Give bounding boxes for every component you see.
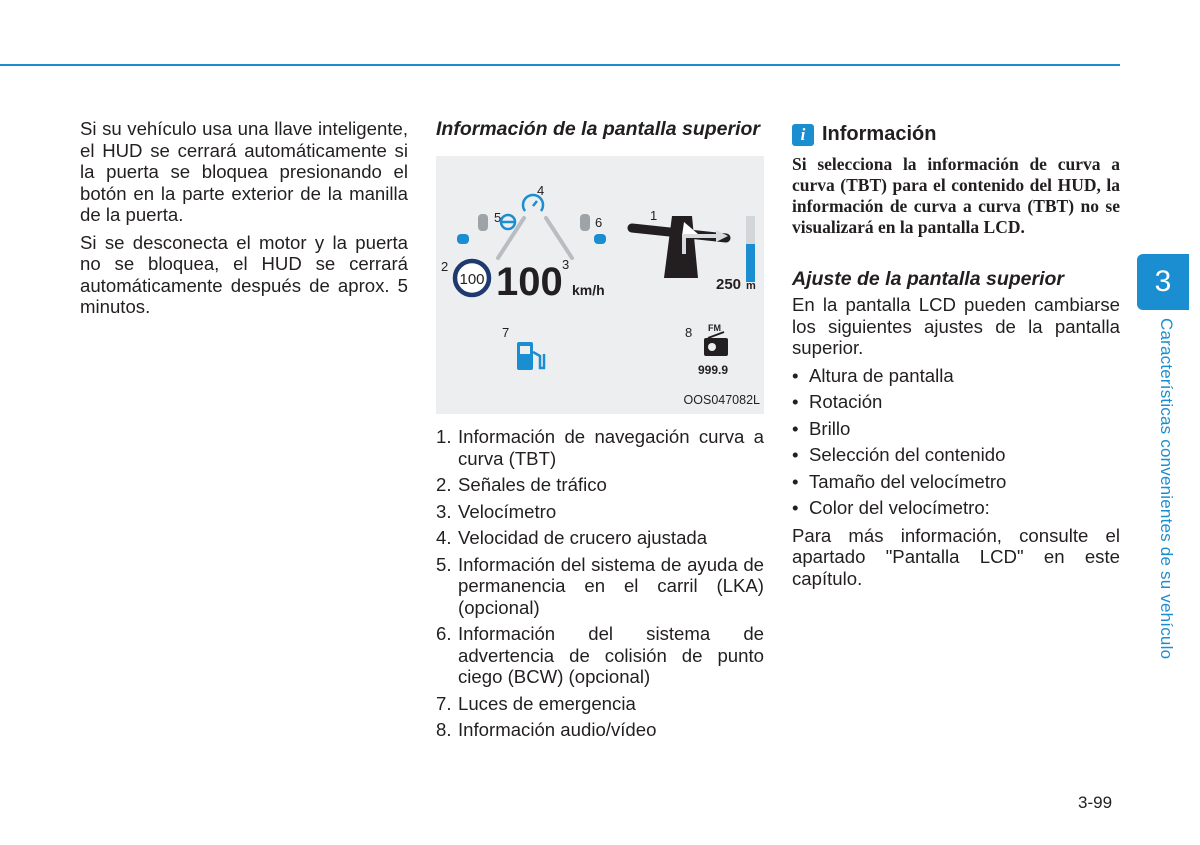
figure-caption: OOS047082L — [683, 392, 760, 407]
list-item: • Altura de pantalla — [792, 364, 954, 386]
list-item-text: Brillo — [809, 417, 851, 439]
legend-text: Información del sistema de advertencia de colisión de punto ciego (BCW) (opcional) — [458, 623, 764, 687]
lane-lines-icon — [498, 218, 572, 258]
speedometer-value: 100 — [496, 260, 563, 304]
page-number: 3-99 — [1078, 793, 1113, 812]
legend-item — [436, 623, 764, 688]
chapter-title-vertical: Características convenientes de su vehículo — [1157, 318, 1176, 660]
legend-item — [436, 527, 764, 549]
legend-item — [436, 554, 764, 619]
radio-frequency: 999.9 — [698, 363, 729, 377]
bcw-left-icon — [457, 214, 488, 244]
legend-number: 4. — [436, 527, 452, 548]
list-item-text: Rotación — [809, 391, 883, 412]
list-item-text: Altura de pantalla — [809, 364, 954, 386]
column-2 — [436, 118, 764, 746]
legend-number: 8. — [436, 719, 452, 740]
callout-4: 4 — [537, 183, 545, 198]
cruise-speed-icon — [523, 195, 543, 211]
list-item: • Tamaño del velocímetro — [792, 470, 1007, 492]
info-title: Información — [822, 123, 937, 146]
legend-item — [436, 693, 764, 715]
figure-legend — [436, 426, 764, 741]
hud-figure — [436, 156, 764, 414]
callout-6: 6 — [595, 215, 603, 230]
closing-paragraph: Para más información, consulte el apartado "Pantalla LCD" en este capítulo. — [792, 524, 1120, 589]
legend-number: 3. — [436, 500, 452, 522]
callout-5: 5 — [494, 210, 502, 225]
info-header — [792, 124, 1120, 146]
tbt-distance-value: 250 — [716, 276, 742, 293]
fuel-warning-icon — [517, 342, 544, 370]
callout-2: 2 — [441, 259, 449, 274]
paragraph-smart-key: Si su vehículo usa una llave inteligente, el HUD se cerrará automáticamente si la puerta se bloquea presionando el botón en la parte exterior de la manilla de la puerta. — [80, 118, 408, 225]
column-3 — [792, 124, 1120, 595]
info-body: Si selecciona la información de curva a curva (TBT) para el contenido del HUD, la información de curva a curva (TBT) no se visualizará en la pantalla LCD. — [792, 154, 1120, 237]
adjust-settings-list — [792, 365, 1120, 519]
legend-number: 2. — [436, 474, 452, 495]
legend-text: Información audio/vídeo — [458, 719, 657, 740]
legend-text: Información del sistema de ayuda de permanencia en el carril (LKA) (opcional) — [458, 553, 764, 618]
speedometer-unit: km/h — [572, 282, 605, 298]
legend-item — [436, 426, 764, 469]
legend-item — [436, 719, 764, 741]
callout-3: 3 — [562, 257, 570, 272]
list-item: • Selección del contenido — [792, 444, 1006, 465]
speed-limit-value: 100 — [459, 271, 485, 288]
legend-number: 1. — [436, 426, 452, 447]
speed-limit-sign-icon — [455, 261, 489, 295]
list-item: • Brillo — [792, 417, 851, 439]
chapter-tab: 3 — [1137, 254, 1189, 310]
legend-number: 6. — [436, 623, 452, 644]
section-heading-adjust: Ajuste de la pantalla superior — [792, 268, 1064, 290]
radio-icon — [704, 332, 728, 356]
list-item: • Color del velocímetro: — [792, 497, 990, 518]
list-item-text: Tamaño del velocímetro — [809, 470, 1007, 492]
section-heading-upper-display: Información de la pantalla superior — [436, 118, 760, 140]
legend-text: Luces de emergencia — [458, 692, 636, 714]
legend-item — [436, 474, 764, 496]
tbt-distance-unit: m — [746, 280, 756, 292]
legend-text: Velocímetro — [458, 500, 557, 522]
list-item-text: Color del velocímetro: — [809, 497, 990, 518]
callout-1: 1 — [650, 208, 658, 223]
radio-band: FM — [708, 323, 721, 333]
column-1 — [80, 118, 408, 324]
list-item: • Rotación — [792, 391, 883, 412]
lka-steering-icon — [501, 215, 515, 229]
paragraph-engine-off: Si se desconecta el motor y la puerta no se bloquea, el HUD se cerrará automáticamente después de aprox. 5 minutos. — [80, 231, 408, 317]
callout-8: 8 — [685, 325, 693, 340]
top-rule — [0, 64, 1120, 66]
adjust-intro: En la pantalla LCD pueden cambiarse los siguientes ajustes de la pantalla superior. — [792, 294, 1120, 358]
callout-7: 7 — [502, 325, 510, 340]
legend-item — [436, 501, 764, 523]
hud-illustration — [436, 156, 764, 414]
legend-number: 5. — [436, 553, 452, 575]
legend-text: Señales de tráfico — [458, 474, 607, 495]
legend-text: Información de navegación curva a curva (TBT) — [458, 426, 764, 469]
distance-bar-icon — [746, 216, 755, 282]
info-icon: i — [792, 124, 814, 146]
tbt-arrow-icon — [632, 216, 728, 278]
legend-text: Velocidad de crucero ajustada — [458, 527, 708, 548]
legend-number: 7. — [436, 692, 452, 714]
list-item-text: Selección del contenido — [809, 444, 1006, 465]
